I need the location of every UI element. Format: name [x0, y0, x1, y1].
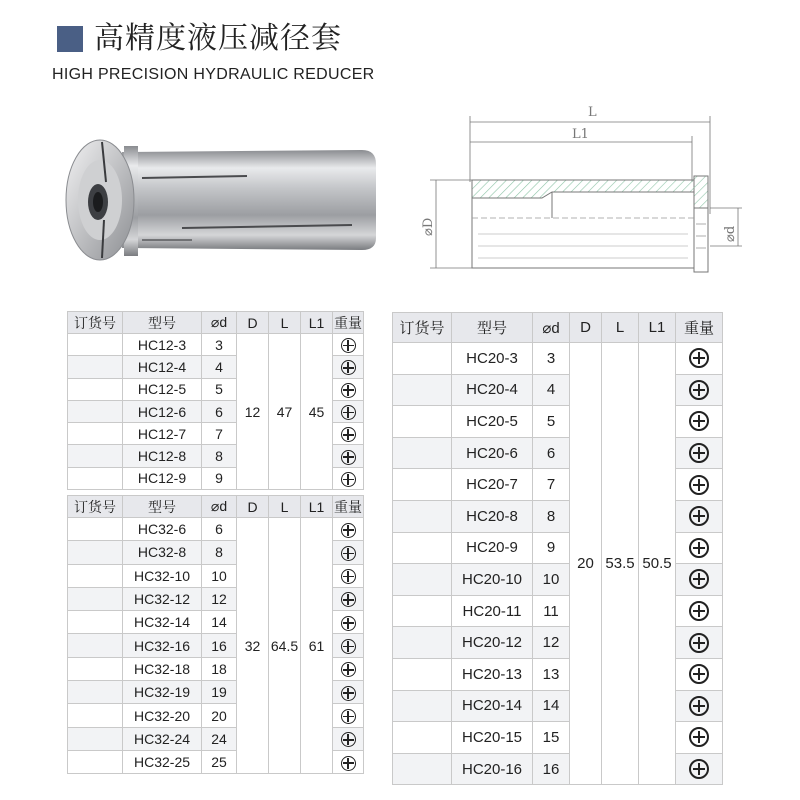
cell-inner-diameter: 13	[533, 658, 570, 690]
cell-model: HC32-14	[123, 611, 202, 634]
cell-weight	[333, 564, 364, 587]
col-length: L	[269, 312, 301, 334]
cell-inner-diameter: 7	[533, 469, 570, 501]
cell-order-no	[68, 467, 123, 489]
cell-order-no	[393, 690, 452, 722]
cell-order-no	[393, 406, 452, 438]
cell-model: HC12-8	[123, 445, 202, 467]
cell-length-l1: 61	[301, 518, 333, 774]
col-length-l1: L1	[639, 313, 676, 343]
cell-length: 53.5	[602, 343, 639, 785]
cell-order-no	[68, 423, 123, 445]
cell-model: HC20-10	[452, 564, 533, 596]
weight-symbol-icon	[341, 662, 356, 677]
cell-weight	[676, 500, 723, 532]
cell-inner-diameter: 4	[202, 356, 237, 378]
weight-symbol-icon	[689, 475, 709, 495]
cell-weight	[676, 437, 723, 469]
col-order-no: 订货号	[393, 313, 452, 343]
cell-model: HC20-9	[452, 532, 533, 564]
weight-symbol-icon	[341, 472, 356, 487]
col-order-no: 订货号	[68, 496, 123, 518]
weight-symbol-icon	[689, 348, 709, 368]
weight-symbol-icon	[341, 360, 356, 375]
weight-symbol-icon	[689, 601, 709, 621]
cell-length-l1: 45	[301, 334, 333, 490]
col-outer-diameter: D	[237, 496, 269, 518]
cell-inner-diameter: 19	[202, 681, 237, 704]
cell-outer-diameter: 20	[570, 343, 602, 785]
cell-inner-diameter: 4	[533, 374, 570, 406]
cell-inner-diameter: 8	[533, 500, 570, 532]
col-inner-diameter: ⌀d	[533, 313, 570, 343]
cell-model: HC20-16	[452, 753, 533, 785]
col-order-no: 订货号	[68, 312, 123, 334]
cell-model: HC12-5	[123, 378, 202, 400]
table-row	[68, 518, 364, 541]
col-inner-diameter: ⌀d	[202, 312, 237, 334]
cell-weight	[333, 541, 364, 564]
cell-weight	[333, 657, 364, 680]
weight-symbol-icon	[341, 732, 356, 747]
cell-weight	[333, 587, 364, 610]
cell-model: HC32-19	[123, 681, 202, 704]
cell-order-no	[68, 541, 123, 564]
weight-symbol-icon	[341, 709, 356, 724]
col-outer-diameter: D	[237, 312, 269, 334]
cell-order-no	[68, 334, 123, 356]
cell-order-no	[393, 500, 452, 532]
cell-weight	[333, 750, 364, 773]
weight-symbol-icon	[341, 639, 356, 654]
table-header-row	[68, 312, 364, 334]
weight-symbol-icon	[689, 569, 709, 589]
cell-inner-diameter: 5	[533, 406, 570, 438]
cell-weight	[676, 753, 723, 785]
cell-order-no	[68, 704, 123, 727]
cell-inner-diameter: 3	[533, 343, 570, 375]
cell-order-no	[68, 564, 123, 587]
cell-model: HC12-9	[123, 467, 202, 489]
cell-model: HC32-24	[123, 727, 202, 750]
cell-inner-diameter: 18	[202, 657, 237, 680]
cell-model: HC12-7	[123, 423, 202, 445]
cell-inner-diameter: 5	[202, 378, 237, 400]
cell-model: HC32-18	[123, 657, 202, 680]
cell-model: HC32-6	[123, 518, 202, 541]
cell-model: HC12-4	[123, 356, 202, 378]
weight-symbol-icon	[341, 546, 356, 561]
cell-model: HC20-5	[452, 406, 533, 438]
cell-length: 64.5	[269, 518, 301, 774]
cell-model: HC12-3	[123, 334, 202, 356]
cell-order-no	[68, 681, 123, 704]
cell-inner-diameter: 16	[202, 634, 237, 657]
cell-order-no	[68, 634, 123, 657]
col-model: 型号	[123, 496, 202, 518]
cell-inner-diameter: 6	[533, 437, 570, 469]
cell-weight	[676, 722, 723, 754]
cell-weight	[333, 423, 364, 445]
cell-order-no	[393, 753, 452, 785]
cell-length-l1: 50.5	[639, 343, 676, 785]
col-model: 型号	[123, 312, 202, 334]
weight-symbol-icon	[689, 538, 709, 558]
cell-model: HC32-8	[123, 541, 202, 564]
cell-weight	[333, 356, 364, 378]
weight-symbol-icon	[689, 633, 709, 653]
weight-symbol-icon	[341, 523, 356, 538]
cell-order-no	[68, 518, 123, 541]
cell-inner-diameter: 20	[202, 704, 237, 727]
cell-model: HC32-12	[123, 587, 202, 610]
cell-model: HC32-10	[123, 564, 202, 587]
weight-symbol-icon	[341, 592, 356, 607]
cell-order-no	[393, 627, 452, 659]
weight-symbol-icon	[341, 450, 356, 465]
col-outer-diameter: D	[570, 313, 602, 343]
cell-inner-diameter: 15	[533, 722, 570, 754]
weight-symbol-icon	[689, 727, 709, 747]
spec-table-hc20	[392, 312, 723, 785]
cell-inner-diameter: 16	[533, 753, 570, 785]
cell-weight	[333, 704, 364, 727]
cell-model: HC20-6	[452, 437, 533, 469]
cell-inner-diameter: 7	[202, 423, 237, 445]
cell-order-no	[393, 469, 452, 501]
cell-weight	[676, 564, 723, 596]
weight-symbol-icon	[341, 405, 356, 420]
cell-order-no	[68, 611, 123, 634]
cell-order-no	[68, 356, 123, 378]
cell-length: 47	[269, 334, 301, 490]
cell-weight	[676, 469, 723, 501]
cell-weight	[676, 627, 723, 659]
cell-inner-diameter: 8	[202, 541, 237, 564]
table-header-row	[393, 313, 723, 343]
cell-outer-diameter: 32	[237, 518, 269, 774]
cell-inner-diameter: 12	[202, 587, 237, 610]
cell-model: HC20-7	[452, 469, 533, 501]
cell-order-no	[68, 657, 123, 680]
cell-order-no	[393, 437, 452, 469]
spec-table-hc12	[67, 311, 364, 490]
col-weight: 重量	[333, 496, 364, 518]
cell-order-no	[393, 722, 452, 754]
weight-symbol-icon	[341, 756, 356, 771]
table-row	[393, 343, 723, 375]
weight-symbol-icon	[341, 383, 356, 398]
weight-symbol-icon	[689, 380, 709, 400]
cell-weight	[333, 681, 364, 704]
cell-model: HC20-15	[452, 722, 533, 754]
cell-order-no	[68, 445, 123, 467]
cell-order-no	[393, 343, 452, 375]
cell-model: HC20-4	[452, 374, 533, 406]
cell-inner-diameter: 10	[533, 564, 570, 596]
page-title: 高精度液压减径套	[94, 21, 342, 56]
cell-model: HC20-11	[452, 595, 533, 627]
weight-symbol-icon	[689, 443, 709, 463]
cell-inner-diameter: 14	[533, 690, 570, 722]
weight-symbol-icon	[689, 759, 709, 779]
cell-inner-diameter: 8	[202, 445, 237, 467]
col-length-l1: L1	[301, 496, 333, 518]
cell-inner-diameter: 14	[202, 611, 237, 634]
cell-inner-diameter: 12	[533, 627, 570, 659]
cell-order-no	[68, 727, 123, 750]
cell-order-no	[393, 532, 452, 564]
title-accent-square	[57, 26, 83, 52]
dim-label-D: ⌀D	[421, 217, 436, 236]
cell-order-no	[68, 587, 123, 610]
cell-inner-diameter: 6	[202, 400, 237, 422]
weight-symbol-icon	[341, 616, 356, 631]
cell-inner-diameter: 9	[533, 532, 570, 564]
cell-model: HC20-14	[452, 690, 533, 722]
cell-inner-diameter: 25	[202, 750, 237, 773]
cell-weight	[676, 658, 723, 690]
cell-model: HC12-6	[123, 400, 202, 422]
cell-model: HC32-16	[123, 634, 202, 657]
cell-order-no	[393, 374, 452, 406]
weight-symbol-icon	[689, 506, 709, 526]
cell-weight	[333, 334, 364, 356]
technical-drawing	[412, 96, 762, 280]
cell-weight	[333, 518, 364, 541]
dim-label-L: L	[588, 105, 597, 120]
cell-inner-diameter: 6	[202, 518, 237, 541]
cell-inner-diameter: 24	[202, 727, 237, 750]
cell-model: HC20-12	[452, 627, 533, 659]
cell-weight	[333, 467, 364, 489]
cell-weight	[333, 634, 364, 657]
cell-inner-diameter: 3	[202, 334, 237, 356]
cell-model: HC32-25	[123, 750, 202, 773]
dim-label-d: ⌀d	[723, 225, 738, 242]
cell-inner-diameter: 10	[202, 564, 237, 587]
cell-order-no	[393, 658, 452, 690]
page-subtitle: HIGH PRECISION HYDRAULIC REDUCER	[52, 66, 375, 83]
col-weight: 重量	[333, 312, 364, 334]
col-model: 型号	[452, 313, 533, 343]
cell-order-no	[68, 750, 123, 773]
cell-weight	[676, 343, 723, 375]
col-length: L	[602, 313, 639, 343]
cell-weight	[333, 611, 364, 634]
table-row	[68, 334, 364, 356]
weight-symbol-icon	[689, 696, 709, 716]
weight-symbol-icon	[341, 427, 356, 442]
cell-order-no	[393, 595, 452, 627]
spec-table-hc32	[67, 495, 364, 774]
cell-model: HC20-3	[452, 343, 533, 375]
cell-weight	[333, 727, 364, 750]
table-header-row	[68, 496, 364, 518]
col-inner-diameter: ⌀d	[202, 496, 237, 518]
cell-order-no	[68, 400, 123, 422]
weight-symbol-icon	[689, 664, 709, 684]
cell-order-no	[68, 378, 123, 400]
cell-order-no	[393, 564, 452, 596]
cell-weight	[333, 378, 364, 400]
cell-weight	[676, 532, 723, 564]
cell-weight	[676, 406, 723, 438]
cell-inner-diameter: 9	[202, 467, 237, 489]
dim-label-L1: L1	[572, 127, 589, 142]
cell-outer-diameter: 12	[237, 334, 269, 490]
col-length: L	[269, 496, 301, 518]
weight-symbol-icon	[689, 411, 709, 431]
weight-symbol-icon	[341, 686, 356, 701]
cell-model: HC20-13	[452, 658, 533, 690]
cell-weight	[676, 690, 723, 722]
col-weight: 重量	[676, 313, 723, 343]
weight-symbol-icon	[341, 569, 356, 584]
cell-model: HC20-8	[452, 500, 533, 532]
col-length-l1: L1	[301, 312, 333, 334]
cell-weight	[333, 445, 364, 467]
cell-weight	[676, 374, 723, 406]
cell-model: HC32-20	[123, 704, 202, 727]
cell-weight	[676, 595, 723, 627]
cell-weight	[333, 400, 364, 422]
weight-symbol-icon	[341, 338, 356, 353]
cell-inner-diameter: 11	[533, 595, 570, 627]
product-photo	[62, 130, 380, 270]
